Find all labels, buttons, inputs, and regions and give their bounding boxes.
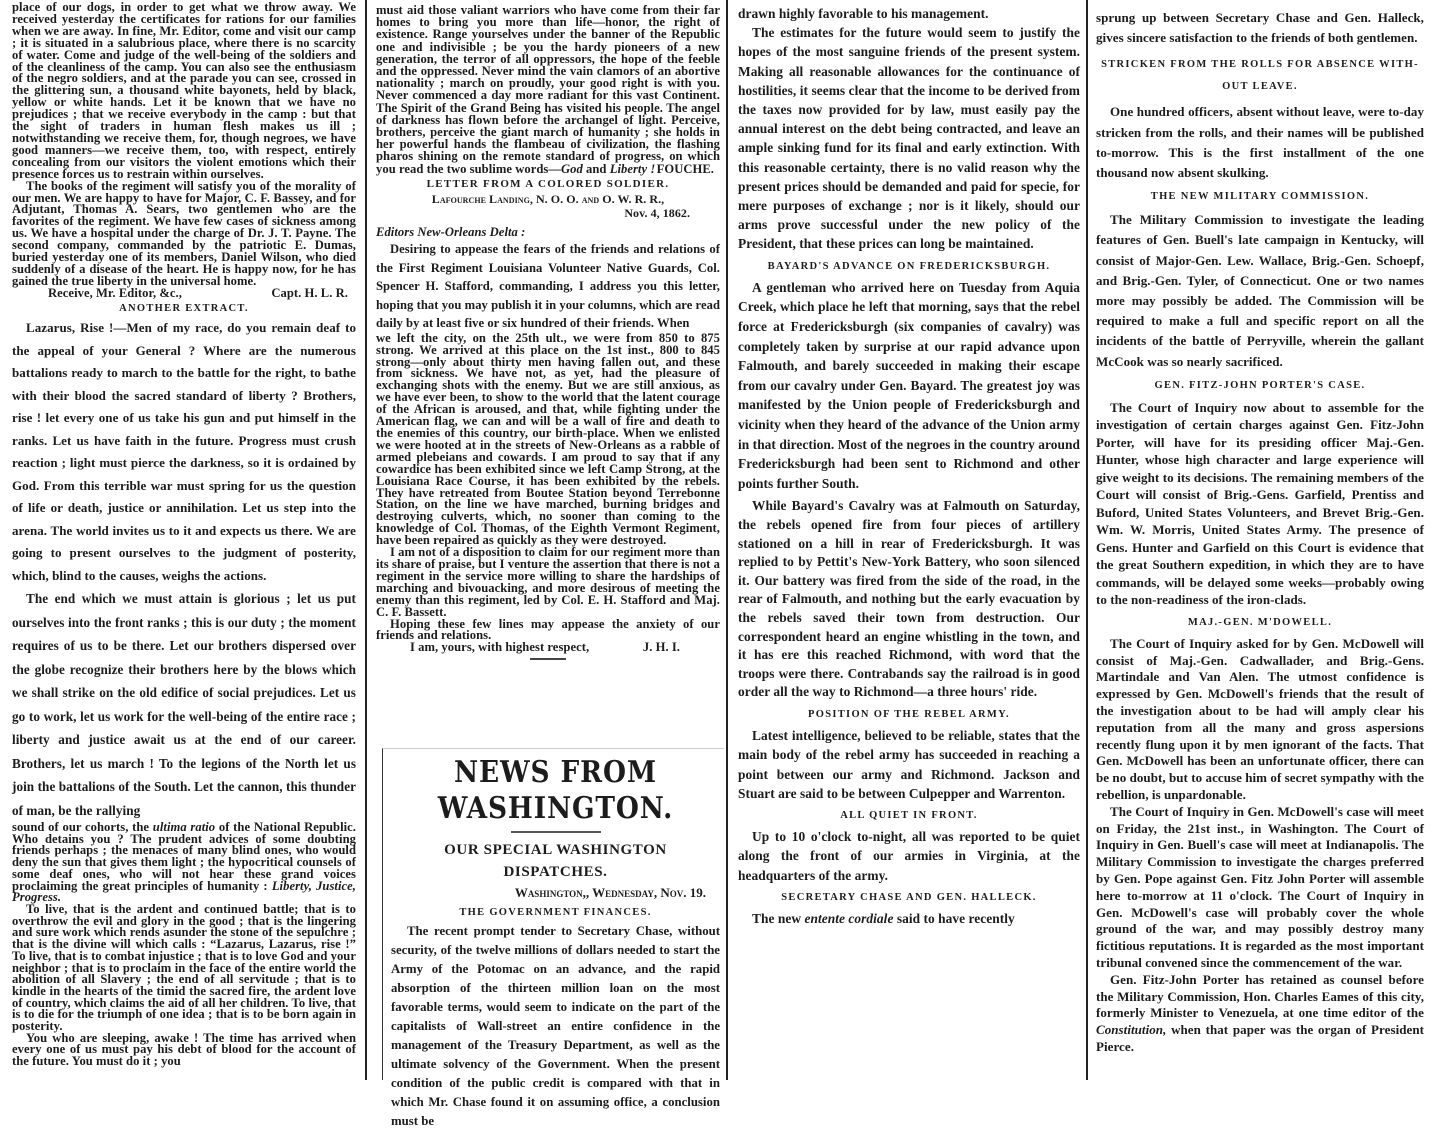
- signature: FOUCHE.: [656, 161, 714, 176]
- column-3: [732, 0, 1084, 928]
- article-paragraph: drawn highly favorable to his management.: [738, 6, 989, 21]
- section-title: NEWS FROM WASHINGTON.: [437, 755, 674, 826]
- signature: Capt. H. L. R.: [271, 285, 348, 300]
- section-heading: THE GOVERNMENT FINANCES.: [459, 907, 652, 918]
- article-paragraph: The new entente cordiale said to have recently: [752, 910, 1015, 926]
- article-paragraph: Desiring to appease the fears of the friends and relations of the First Regiment Louisiana Volunteer Native Guards, Col. Spencer H. Stafford, commanding, I address you this letter, hoping that you may publish it in your columns, which are read daily by at least five or six hundred of their friends. When: [376, 242, 720, 331]
- column-1: [8, 0, 360, 1068]
- column-divider: [1086, 0, 1088, 1080]
- dateline-date: Nov. 4, 1862.: [624, 206, 690, 221]
- short-rule: [530, 658, 566, 660]
- salutation: Editors New-Orleans Delta :: [376, 225, 526, 240]
- section-heading: BAYARD'S ADVANCE ON FREDERICKSBURGH.: [767, 260, 1051, 272]
- letter-closing: [376, 642, 720, 654]
- closing-text: I am, yours, with highest respect,: [410, 640, 590, 655]
- article-paragraph: The Court of Inquiry in Gen. McDowell's case will meet on Friday, the 21st inst., in Washington. The Court of Inquiry in Gen. Buell's case will meet at Indianapolis. The Military Commission to investigate the charges preferred by Gen. Pope against Gen. Fitz John Porter will assemble here to-morrow at 11 o'clock. The Court of Inquiry in Gen. McDowell's case will probably cover the whole ground of the war, and may possibly destroy many fictitious reputations. It is regarded as the most important tribunal convened since the commencement of the war.: [1096, 803, 1424, 970]
- article-paragraph: You who are sleeping, awake ! The time has arrived when every one of us must pay his debt of blood for the account of the future. You must do it ; you: [12, 1030, 356, 1069]
- article-paragraph: The Court of Inquiry now about to assemble for the investigation of certain charges against Gen. Fitz-John Porter, will have for its presiding officer Maj.-Gen. Hunter, whose high character and large experience will give weight to its decisions. The remaining members of the Court will consist of Brig.-Gens. Garfield, Prentiss and Buford, United States Volunteers, and Brevet Brig.-Gen. Wm. W. Morris, United States Army. The presence of Gens. Hunter and Garfield on this Court is evidence that the great Southern expedition, in which they are to have commands, will be delayed some weeks—probably owing to the non-readiness of the iron-clads.: [1096, 399, 1424, 608]
- section-heading: LETTER FROM A COLORED SOLDIER.: [426, 177, 670, 190]
- article-paragraph: Up to 10 o'clock to-night, all was reported to be quiet along the front of our armies in Virginia, at the headquarters of the army.: [738, 829, 1080, 883]
- column-4: [1092, 0, 1426, 1056]
- column-divider: [365, 0, 367, 1080]
- column-2: [372, 0, 722, 660]
- article-paragraph: The books of the regiment will satisfy you of the morality of our men. We are happy to have for Major, C. F. Bassey, and for Adjutant, Thomas A. Sears, two gentlemen who are the favorites of the regiment. We have few cases of sickness among us. We have a hospital under the charge of Dr. J. T. Payne. The second company, commanded by the patriotic E. Dumas, buried yesterday one of its members, Daniel Wilson, who died suddenly of a disease of the heart. He is happy now, for he has gained the true liberty in the universal home.: [12, 178, 356, 288]
- article-paragraph: A gentleman who arrived here on Tuesday from Aquia Creek, which place he left that morning, says that the rebel force at Fredericksburgh (six companies of cavalry) was completely taken by surprise at our rapid advance upon Falmouth, and barely succeeded in making their escape from our cavalry under Gen. Bayard. The greatest joy was manifested by the Union people of Fredericksburgh and vicinity when they heard of the advance of the Union army in that direction. Most of the negroes in the country around Fredericksburgh had been sent to Richmond and other points further South.: [738, 279, 1080, 491]
- article-paragraph: The recent prompt tender to Secretary Chase, without security, of the twelve millions of dollars needed to start the Army of the Potomac on an advance, and the rapid absorption of the thirteen million loan on the most favorable terms, would seem to indicate on the part of the capitalists of Wall-street an entire confidence in the management of the Treasury Department, as well as the ultimate solvency of the Government. When the present condition of the public credit is compared with that in which Mr. Chase found it on assuming office, a conclusion must be: [391, 924, 720, 1128]
- article-paragraph: I am not of a disposition to claim for our regiment more than its share of praise, but I venture the assertion that there is not a regiment in the service more willing to share the hardships of marching and bivouacking, and more desirous of meeting the enemy than this regiment, led by Col. E. H. Stafford and Maj. C. F. Bassett.: [376, 545, 720, 619]
- section-heading: SECRETARY CHASE AND GEN. HALLECK.: [781, 891, 1037, 903]
- article-paragraph: While Bayard's Cavalry was at Falmouth on Saturday, the rebels opened fire from four pieces of artillery stationed on a hill in rear of Fredericksburgh. It was replied to by Pettit's New-York Battery, who soon silenced it. Our battery was fired from the side of the road, in the rear of Falmouth, and nothing but the early evacuation by the rebels saved their town from destruction. Our correspondent heard an engine whistling in the town, and it has ere this reached Richmond, with word that the troops were there. Contrabands say the railroad is in good order all the way to Richmond—a three hours' ride.: [738, 498, 1080, 700]
- article-paragraph: The Military Commission to investigate the leading features of Gen. Buell's late campaign in Kentucky, will consist of Major-Gen. Lew. Wallace, Brig.-Gen. Schoepf, and Brig.-Gen. Tyler, of Connecticut. One or two names more may possibly be added. The Commission will be required to make a full and specific report on all the incidents of the battle of Perryville, wherein the gallant McCook was so nearly sacrificed.: [1096, 212, 1424, 369]
- section-heading: MAJ.-GEN. M'DOWELL.: [1187, 616, 1333, 628]
- article-paragraph: sprung up between Secretary Chase and Gen. Halleck, gives sincere satisfaction to the friends of both gentlemen.: [1096, 10, 1424, 46]
- section-heading: GEN. FITZ-JOHN PORTER'S CASE.: [1154, 379, 1366, 391]
- article-paragraph: sound of our cohorts, the ultima ratio of the National Republic. Who detains you ? The prudent advices of some doubting friends perhaps ; the menaces of many blind ones, who would deny the sun that gives them light ; the hypocritical counsels of some deaf ones, who will not hear these grand voices proclaiming the great principles of humanity : Liberty, Justice, Progress.: [12, 820, 357, 905]
- section-heading: POSITION OF THE REBEL ARMY.: [808, 708, 1010, 720]
- article-paragraph: Lazarus, Rise !—Men of my race, do you remain deaf to the appeal of your General ? Where are the numerous battalions ready to march to the battle for the right, to bathe with their blood the sacred standard of liberty ? Brothers, rise ! let every one of us take his gun and put himself in the ranks. Let us have faith in the future. Progress must crush reaction ; light must pierce the darkness, so it is ordained by God. From this terrible war must spring for us the question of life or death, justice or annihilation. Let us step into the arena. The world invites us to it and expects us there. We are going to present ourselves to the judgment of posterity, which, blind to the causes, weighs the actions.: [12, 320, 356, 583]
- signature: J. H. I.: [642, 640, 680, 655]
- article-paragraph: To live, that is the ardent and continued battle; that is to overthrow the evil and glory in the good ; that is the lingering and sure work which rends asunder the stone of the sepulchre ; that is the divine will which calls : “Lazarus, Lazarus, rise !” To live, that is to combat injustice ; that is to love God and your neighbor ; that is to proclaim in the face of the entire world the abolition of all Slavery ; the end of all servitude ; that is to kindle in the hearts of the timid the sacred fire, the ardent love of country, which claims the aid of all her children. To live, that is to die for the triumph of one idea ; that is to be born again in posterity.: [12, 901, 356, 1034]
- column-divider: [726, 0, 728, 1080]
- section-heading: STRICKEN FROM THE ROLLS FOR ABSENCE WITH-: [1101, 59, 1419, 71]
- article-paragraph: The estimates for the future would seem to justify the hopes of the most sanguine friends of the present system. Making all reasonable allowances for the continuance of hostilities, it seems clear that the income to be derived from the taxes now provided for by law, must easily pay the annual interest on the debt being contracted, and leave an ample sinking fund for its final and early extinction. With this reasonable certainty, there is no valid reason why the present prices should be demanded and paid for specie, for mere purposes of exchange ; nor is it likely, should our arms prove successful under the new policy of the President, that these prices can long be maintained.: [738, 25, 1080, 252]
- article-paragraph: must aid those valiant warriors who have come from their far homes to bring you more than life—honor, the right of existence. Range yourselves under the banner of the Republic one and indivisible ; be you the hardy pioneers of a new generation, the terror of all oppressors, the hope of the feeble and the oppressed. Never mind the vain clamors of an abortive nationality ; march on proudly, your good right is with you. Never commenced a day more radiant for this vast Continent. The Spirit of the Grand Being has visited his people. The angel of darkness has flown before the archangel of light. Perceive, brothers, perceive the giant march of humanity ; she holds in her powerful hands the flambeau of civilization, the flashing pharos shining on the remote standard of progress, on which you read the two sublime words—God and Liberty ! FOUCHE.: [376, 3, 720, 176]
- letter-closing: [12, 285, 356, 300]
- article-paragraph: we left the city, on the 25th ult., we were from 850 to 875 strong. We arrived at this place on the 1st inst., 800 to 845 strong—only about thirty men having fallen out, and these from sickness. We have not, as yet, had the pleasure of exchanging shots with the enemy. But we are still anxious, as we have ever been, to show to the world that the latent courage of the African is aroused, and that, while fighting under the American flag, we can and will be a wall of fire and death to the enemies of this country, our birth-place. When we enlisted we were hooted at in the streets of New-Orleans as a rabble of armed plebeians and cowards. I am proud to say that if any cowardice has been exhibited since we left Camp Strong, at the Louisiana Race Course, it has been exhibited by the rebels. They have retreated from Boutee Station beyond Terrebonne Station, on the line we have marched, burning bridges and destroying culverts, which, no sooner than coming to the knowledge of Col. Thomas, of the Eighth Vermont Regiment, have been repaired as quickly as they were destroyed.: [376, 330, 720, 548]
- article-paragraph: One hundred officers, absent without leave, were to-day stricken from the rolls, and their names will be published to-morrow. This is the first installment of the one thousand now absent skulking.: [1096, 104, 1424, 181]
- article-paragraph: place of our dogs, in order to get what we throw away. We received yesterday the certificates for rations for our families when we are away. In fine, Mr. Editor, come and visit our camp ; it is situated in a salubrious place, where there is no scarcity of water. Come and judge of the well-being of the soldiers and of the cleanliness of the camp. You can also see the enthusiasm of the negro soldiers, and at the parade you can see, crossed in the glittering sun, a thousand white bayonets, held by black, yellow or white hands. Let it be known that we have no prejudices ; that we receive everybody in the camp : but that the sight of traders in human flesh makes us ill ; notwithstanding we receive them, for, though negroes, we have good manners—we receive them, too, with respect, entirely concealing from our visitors the violent emotions which their presence forces us to restrain within ourselves.: [12, 0, 356, 181]
- article-paragraph: The end which we must attain is glorious ; let us put ourselves into the front ranks ; this is our duty ; the moment requires of us to be there. Let our brothers dispersed over the globe recognize their brothers here by the blows which we shall strike on the old edifice of social prejudices. Let us go to work, let us work for the well-being of the entire race ; liberty and justice await us at the end of our career. Brothers, let us march ! To the legions of the North let us join the battalions of the South. Let the cannon, this thunder of man, be the rallying: [12, 591, 356, 818]
- news-from-washington-section: [382, 748, 724, 1128]
- title-rule: [511, 831, 601, 833]
- section-heading-continued: OUT LEAVE.: [1222, 81, 1298, 93]
- article-paragraph: Hoping these few lines may appease the anxiety of our friends and relations.: [376, 616, 720, 643]
- motto: Liberty, Justice, Progress.: [12, 878, 356, 905]
- closing-text: Receive, Mr. Editor, &c.,: [48, 285, 182, 300]
- section-subtitle: OUR SPECIAL WASHINGTON DISPATCHES.: [444, 842, 667, 880]
- article-paragraph: Latest intelligence, believed to be reliable, states that the main body of the rebel army has succeeded in reaching a point between our army and Richmond. Jackson and Stuart are said to be between Culpepper and Warrenton.: [738, 728, 1080, 801]
- dateline: Washington,, Wednesday, Nov. 19.: [514, 885, 706, 900]
- section-heading: THE NEW MILITARY COMMISSION.: [1150, 191, 1370, 203]
- article-paragraph: Gen. Fitz-John Porter has retained as counsel before the Military Commission, Hon. Charles Eames of this city, formerly Minister to Venezuela, at one time editor of the Constitution, when that paper was the organ of President Pierce.: [1096, 971, 1424, 1054]
- dateline-place: Lafourche Landing, N. O. O. and O. W. R. R.,: [431, 192, 665, 207]
- article-paragraph: The Court of Inquiry asked for by Gen. McDowell will consist of Maj.-Gen. Cadwallader, and Brig.-Gens. Martindale and Van Alen. The utmost confidence is expressed by Gen. McDowell's friends that the result of the investigation about to be had will amply clear his reputation from all the many and gross aspersions recently flung upon it by men ignorant of the facts. That Gen. McDowell has been an unfortunate officer, there can be no doubt, but to accuse him of secret sympathy with the rebellion, is unpardonable.: [1096, 635, 1424, 803]
- section-heading: ALL QUIET IN FRONT.: [840, 809, 978, 821]
- section-heading: ANOTHER EXTRACT.: [119, 302, 249, 314]
